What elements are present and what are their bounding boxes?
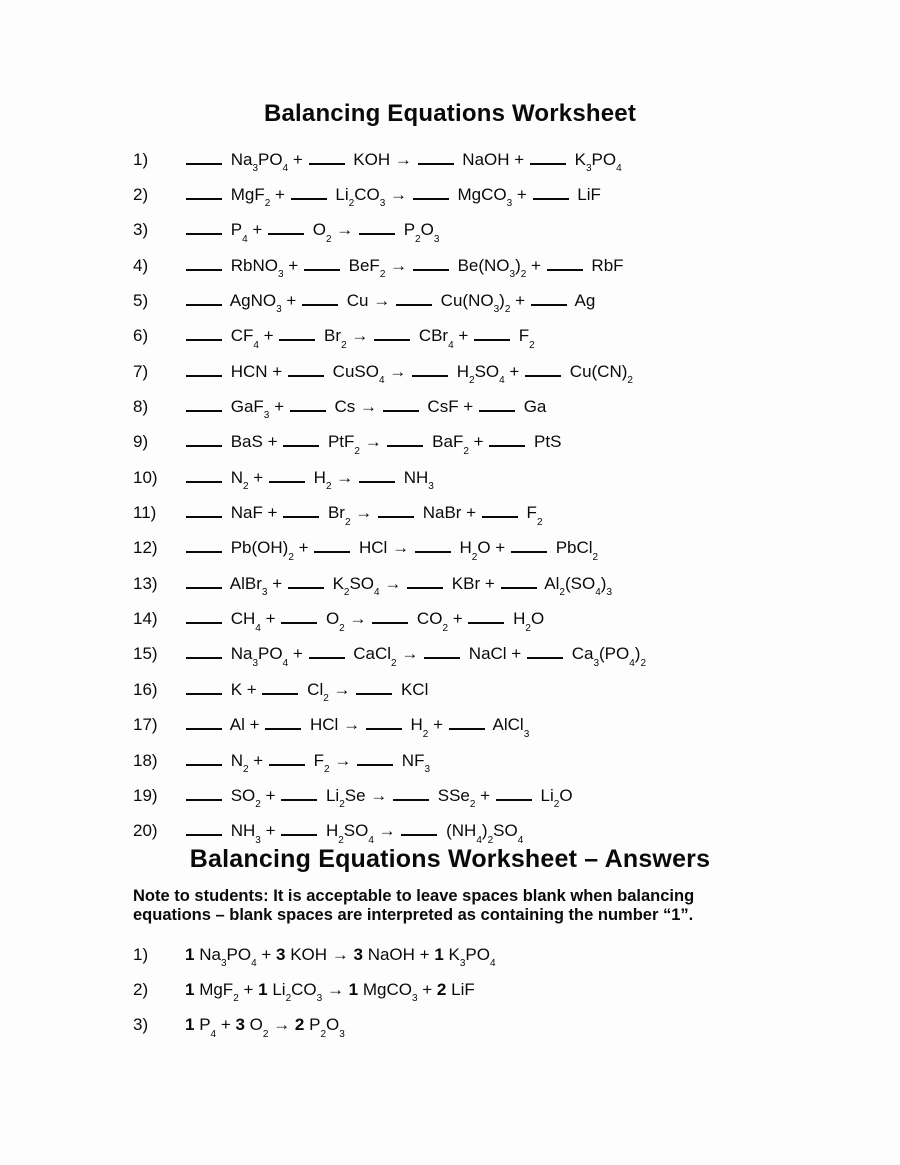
right-arrow-icon: → (273, 1015, 291, 1035)
equation-text: $K + Cl_2$ → KCl (185, 680, 428, 700)
coefficient-blank (283, 434, 319, 447)
right-arrow-icon: → (349, 609, 367, 629)
equation-text: RbNO$_3$ + $BeF_2 \to Be(NO_3)_2$ + RbF (185, 256, 624, 276)
coefficient-blank (474, 328, 510, 341)
equation-text: 1 $Na_3PO_4 + 3$ KOH → 3 NaOH + 1 $K_3PO_4$ (185, 944, 496, 969)
equation-row (133, 460, 900, 495)
coefficient-blank (496, 788, 532, 801)
coefficient-blank (304, 258, 340, 271)
coefficient-blank (186, 646, 222, 659)
equation-number: 2) (133, 185, 149, 205)
equation-number: 7) (133, 361, 149, 381)
coefficient-blank (533, 187, 569, 200)
equation-row (133, 778, 900, 813)
coefficient-blank (269, 753, 305, 766)
coefficient: 3 (235, 1015, 245, 1035)
equation-text: GaF$_3$ + Cs → CsF + Ga (185, 397, 546, 417)
equation-number: 4) (133, 255, 149, 275)
coefficient-blank (186, 293, 222, 306)
coefficient: 1 (185, 944, 195, 964)
equation-text: AlBr$_3$ + $K_2SO_4$ → KBr + $Al_2(SO_4)_3$ (185, 574, 612, 594)
right-arrow-icon: → (351, 326, 369, 346)
coefficient-blank (396, 293, 432, 306)
coefficient-blank (468, 611, 504, 624)
coefficient: 1 (185, 1015, 195, 1035)
coefficient-blank (186, 823, 222, 836)
equation-row (133, 708, 900, 743)
coefficient-blank (525, 364, 561, 377)
coefficient-blank (482, 505, 518, 518)
equation-number: 1) (133, 944, 149, 964)
equation-number: 2) (133, 979, 149, 999)
coefficient: 3 (353, 944, 363, 964)
coefficient-blank (413, 258, 449, 271)
right-arrow-icon: → (392, 538, 410, 558)
answers-title: Balancing Equations Worksheet – Answers (189, 844, 711, 873)
equation-row (133, 1008, 900, 1043)
coefficient-blank (359, 222, 395, 235)
equation-text: $N_2 + F_2 \to NF_3$ (185, 751, 430, 771)
equation-row (133, 637, 900, 672)
right-arrow-icon: → (373, 291, 391, 311)
coefficient-blank (314, 540, 350, 553)
equation-row (133, 743, 900, 778)
coefficient-blank (418, 152, 454, 165)
coefficient: 1 (258, 979, 268, 999)
equation-number: 18) (133, 750, 158, 770)
coefficient-blank (407, 576, 443, 589)
coefficient-blank (366, 717, 402, 730)
coefficient-blank (309, 152, 345, 165)
worksheet-title: Balancing Equations Worksheet (263, 100, 637, 127)
coefficient-blank (412, 364, 448, 377)
equation-row (133, 425, 900, 460)
note-line-1: Note to students: It is acceptable to leave spaces blank when balancing (133, 886, 695, 905)
coefficient-blank (359, 470, 395, 483)
right-arrow-icon: → (378, 821, 396, 841)
equation-row (133, 937, 900, 972)
coefficient-blank (424, 646, 460, 659)
coefficient-blank (356, 682, 392, 695)
right-arrow-icon: → (336, 467, 354, 487)
coefficient-blank (186, 434, 222, 447)
coefficient-blank (288, 576, 324, 589)
equation-row (133, 389, 900, 424)
equation-row (133, 972, 900, 1007)
right-arrow-icon: → (390, 185, 407, 205)
coefficient: 3 (276, 944, 286, 964)
equation-text: Al + HCl → $H_2$ + AlCl$_3$ (185, 715, 529, 735)
note-line-2: equations – blank spaces are interpreted as containing the number “1”. (133, 905, 694, 924)
equation-number: 8) (133, 397, 149, 417)
coefficient-blank (378, 505, 414, 518)
coefficient: 2 (294, 1015, 305, 1035)
equation-number: 6) (133, 326, 149, 346)
coefficient-blank (186, 505, 222, 518)
coefficient-blank (186, 222, 222, 235)
equation-text: 1 $P_4 + 3$ $O_2 \to 2$ $P_2O_3$ (185, 1015, 345, 1040)
coefficient-blank (357, 753, 393, 766)
right-arrow-icon: → (401, 644, 419, 664)
right-arrow-icon: → (334, 750, 352, 770)
coefficient-blank (186, 576, 222, 589)
equation-number: 15) (133, 644, 158, 664)
right-arrow-icon: → (389, 361, 407, 381)
equation-text: $NH_3 + H_2SO_4 \to (NH_4)_2SO_4$ (185, 821, 523, 841)
equation-number: 14) (133, 609, 158, 629)
right-arrow-icon: → (370, 785, 388, 805)
equation-row (133, 814, 900, 849)
coefficient-blank (281, 823, 317, 836)
equation-text: HCN + CuSO$_4$ → $H_2SO_4 + Cu(CN)_2$ (185, 362, 633, 382)
coefficient-blank (186, 788, 222, 801)
coefficient-blank (479, 399, 515, 412)
equation-text: $Na_3PO_4$ + CaCl$_2$ → NaCl + $Ca_3(PO_4)_2$ (185, 644, 646, 664)
coefficient-blank (186, 328, 222, 341)
equation-text: AgNO$_3$ + $Cu \to Cu(NO_3)_2 + Ag$ (185, 291, 595, 311)
answers-list (0, 937, 900, 1043)
equation-number: 1) (133, 149, 149, 169)
coefficient-blank (290, 399, 326, 412)
equation-row (133, 283, 900, 318)
equation-number: 5) (133, 291, 149, 311)
right-arrow-icon: → (355, 503, 373, 523)
equation-text: BaS + PtF$_2$ → BaF$_2$ + PtS (185, 432, 561, 452)
coefficient-blank (186, 682, 222, 695)
equation-text: $CF_4 + Br_2 \to CBr_4 + F_2$ (185, 326, 535, 346)
coefficient-blank (374, 328, 410, 341)
right-arrow-icon: → (384, 573, 402, 593)
equation-number: 19) (133, 785, 158, 805)
equation-number: 3) (133, 220, 149, 240)
coefficient-blank (527, 646, 563, 659)
coefficient-blank (415, 540, 451, 553)
equation-number: 16) (133, 679, 158, 699)
equation-number: 3) (133, 1015, 149, 1035)
coefficient-blank (511, 540, 547, 553)
equation-row (133, 319, 900, 354)
coefficient-blank (309, 646, 345, 659)
coefficient-blank (531, 293, 567, 306)
right-arrow-icon: → (364, 432, 382, 452)
coefficient-blank (302, 293, 338, 306)
equation-row (133, 566, 900, 601)
right-arrow-icon: → (359, 397, 377, 417)
equation-row (133, 248, 900, 283)
coefficient-blank (279, 328, 315, 341)
coefficient-blank (262, 682, 298, 695)
coefficient-blank (501, 576, 537, 589)
questions-list (0, 142, 900, 849)
equation-number: 10) (133, 467, 158, 487)
coefficient: 2 (436, 979, 447, 999)
coefficient-blank (489, 434, 525, 447)
equation-number: 9) (133, 432, 149, 452)
coefficient-blank (268, 222, 304, 235)
coefficient-blank (281, 611, 317, 624)
right-arrow-icon: → (390, 255, 408, 275)
equation-number: 17) (133, 715, 158, 735)
equation-number: 12) (133, 538, 158, 558)
equation-text: $N_2 + H_2 \to NH_3$ (185, 468, 434, 488)
coefficient-blank (288, 364, 324, 377)
coefficient-blank (413, 187, 449, 200)
coefficient-blank (265, 717, 301, 730)
right-arrow-icon: → (394, 149, 412, 169)
coefficient-blank (186, 540, 222, 553)
coefficient: 1 (434, 944, 444, 964)
equation-text: NaF + $Br_2$ → NaBr + $F_2$ (185, 503, 543, 523)
coefficient-blank (383, 399, 419, 412)
coefficient-blank (186, 611, 222, 624)
right-arrow-icon: → (326, 979, 344, 999)
coefficient-blank (281, 788, 317, 801)
coefficient-blank (186, 152, 222, 165)
coefficient-blank (186, 470, 222, 483)
coefficient-blank (530, 152, 566, 165)
coefficient-blank (449, 717, 485, 730)
equation-number: 20) (133, 821, 158, 841)
coefficient-blank (372, 611, 408, 624)
coefficient-blank (186, 258, 222, 271)
equation-row (133, 601, 900, 636)
equation-row (133, 672, 900, 707)
coefficient-blank (291, 187, 327, 200)
equation-text: $P_4 + O_2 \to P_2O_3$ (185, 220, 439, 240)
coefficient-blank (186, 399, 222, 412)
equation-text: $Pb(OH)_2$ + HCl → $H_2O$ + PbCl$_2$ (185, 538, 598, 558)
coefficient-blank (186, 717, 222, 730)
coefficient-blank (186, 364, 222, 377)
right-arrow-icon: → (336, 220, 354, 240)
right-arrow-icon: → (331, 944, 349, 964)
equation-row (133, 177, 900, 212)
equation-text: $SO_2 + Li_2Se \to SSe_2 + Li_2O$ (185, 786, 573, 806)
right-arrow-icon: → (343, 715, 361, 735)
coefficient-blank (186, 187, 222, 200)
coefficient: 1 (185, 979, 195, 999)
coefficient-blank (393, 788, 429, 801)
equation-row (133, 213, 900, 248)
note-to-students (0, 887, 900, 925)
equation-text: $MgF_2 + Li_2CO_3$ → MgCO$_3$ + LiF (185, 185, 601, 205)
equation-text: $CH_4 + O_2 \to CO_2 + H_2O$ (185, 609, 544, 629)
coefficient-blank (401, 823, 437, 836)
coefficient-blank (387, 434, 423, 447)
equation-row (133, 495, 900, 530)
equation-row (133, 531, 900, 566)
coefficient: 1 (348, 979, 359, 999)
equation-text: $Na_3PO_4$ + KOH → NaOH + $K_3PO_4$ (185, 150, 622, 170)
coefficient-blank (186, 753, 222, 766)
equation-row (133, 142, 900, 177)
coefficient-blank (269, 470, 305, 483)
coefficient-blank (283, 505, 319, 518)
right-arrow-icon: → (333, 679, 351, 699)
equation-text: 1 MgF$_2$ + 1 $Li_2CO_3 \to 1$ MgCO$_3$ + 2 LiF (185, 979, 475, 1005)
equation-row (133, 354, 900, 389)
equation-number: 13) (133, 573, 158, 593)
equation-number: 11) (133, 503, 157, 523)
coefficient-blank (547, 258, 583, 271)
